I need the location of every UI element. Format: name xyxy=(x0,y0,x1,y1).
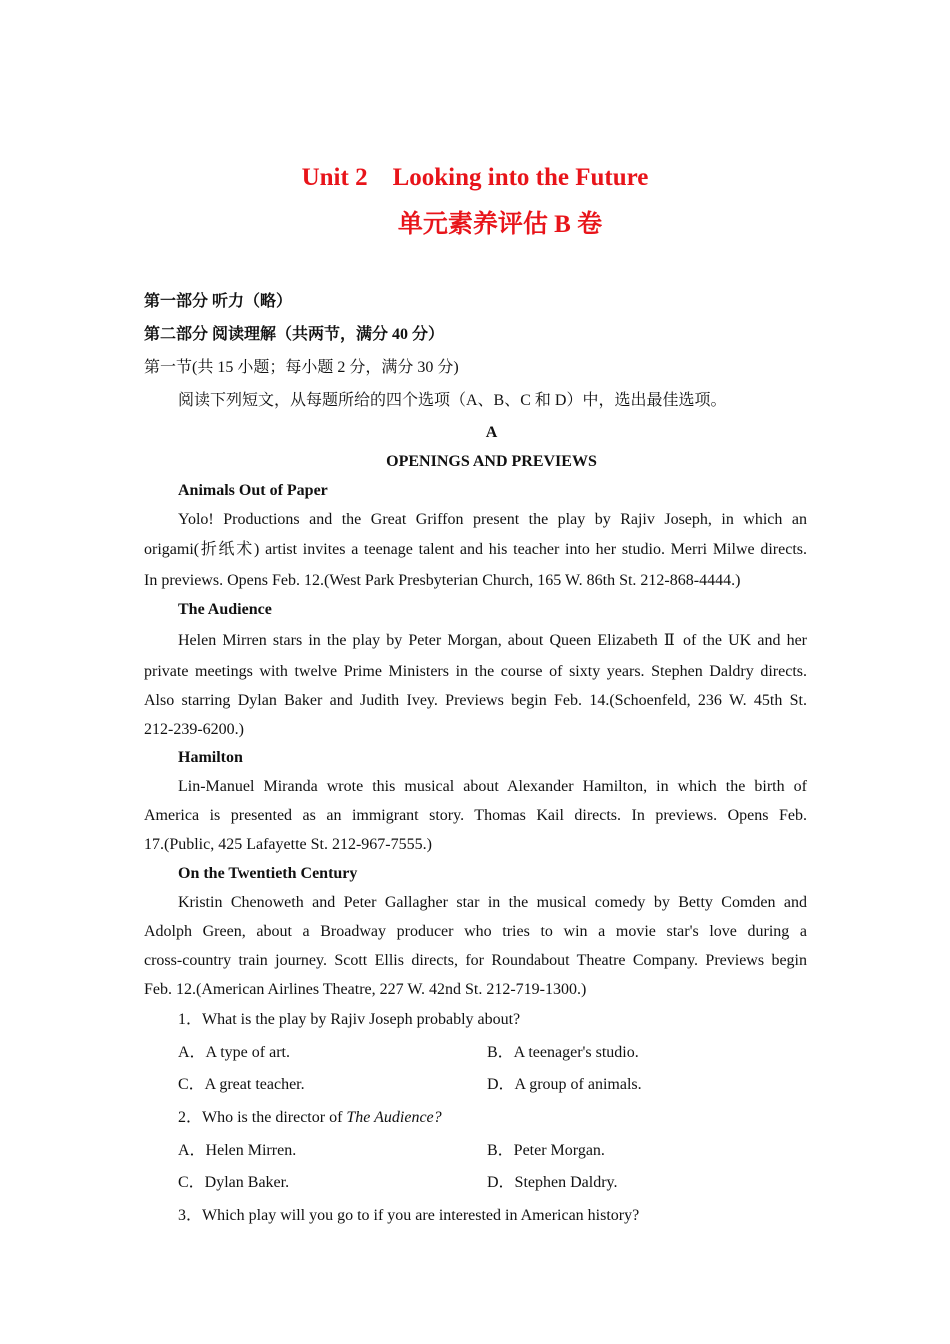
option-d[interactable]: D．A group of animals. xyxy=(487,1076,642,1093)
item-line: private meetings with twelve Prime Ministers in the course of sixty years. Stephen Daldry directs. xyxy=(144,663,807,680)
option-b[interactable]: B．A teenager's studio. xyxy=(487,1044,639,1061)
option-b[interactable]: B．Peter Morgan. xyxy=(487,1142,605,1159)
item-line: Adolph Green, about a Broadway producer who tries to win a movie star's love during a xyxy=(144,923,807,940)
item-title: Animals Out of Paper xyxy=(178,482,328,499)
section1-heading: 第一节(共 15 小题；每小题 2 分，满分 30 分) xyxy=(144,359,459,376)
item-line: America is presented as an immigrant story. Thomas Kail directs. In previews. Opens Feb. xyxy=(144,807,807,824)
option-c[interactable]: C．A great teacher. xyxy=(178,1076,305,1093)
passage-heading: OPENINGS AND PREVIEWS xyxy=(386,453,597,470)
item-line: Lin-Manuel Miranda wrote this musical about Alexander Hamilton, in which the birth of xyxy=(178,778,807,795)
option-a[interactable]: A．A type of art. xyxy=(178,1044,290,1061)
question-stem: 3．Which play will you go to if you are interested in American history? xyxy=(178,1207,640,1224)
instruction-text: 阅读下列短文，从每题所给的四个选项（A、B、C 和 D）中，选出最佳选项。 xyxy=(178,392,727,409)
option-a[interactable]: A．Helen Mirren. xyxy=(178,1142,297,1159)
item-line: Yolo! Productions and the Great Griffon present the play by Rajiv Joseph, in which an xyxy=(178,511,807,528)
item-line: Also starring Dylan Baker and Judith Ivey. Previews begin Feb. 14.(Schoenfeld, 236 W. 45th St. xyxy=(144,692,807,709)
item-line: 212-239-6200.) xyxy=(144,721,244,738)
item-line: Kristin Chenoweth and Peter Gallagher star in the musical comedy by Betty Comden and xyxy=(178,894,807,911)
item-line: Feb. 12.(American Airlines Theatre, 227 W. 42nd St. 212-719-1300.) xyxy=(144,981,587,998)
item-line: cross-country train journey. Scott Ellis directs, for Roundabout Theatre Company. Previews begin xyxy=(144,952,807,969)
part1-heading: 第一部分 听力（略） xyxy=(144,293,293,310)
item-line: In previews. Opens Feb. 12.(West Park Presbyterian Church, 165 W. 86th St. 212-868-4444.) xyxy=(144,572,741,589)
item-title: Hamilton xyxy=(178,749,243,766)
item-title: On the Twentieth Century xyxy=(178,865,358,882)
item-title: The Audience xyxy=(178,601,272,618)
part2-heading: 第二部分 阅读理解（共两节，满分 40 分） xyxy=(144,326,445,343)
question-stem: 1．What is the play by Rajiv Joseph probably about? xyxy=(178,1011,521,1028)
option-d[interactable]: D．Stephen Daldry. xyxy=(487,1174,618,1191)
passage-label: A xyxy=(485,424,498,441)
question-stem xyxy=(178,1108,442,1128)
paper-subtitle: 单元素养评估 B 卷 xyxy=(397,211,603,238)
item-line: origami(折纸术) artist invites a teenage talent and his teacher into her studio. Merri Milwe directs. xyxy=(144,541,807,558)
item-line: Helen Mirren stars in the play by Peter Morgan, about Queen Elizabeth Ⅱ of the UK and her xyxy=(178,632,807,649)
option-c[interactable]: C．Dylan Baker. xyxy=(178,1174,290,1191)
question-stem-title: The Audience? xyxy=(346,1109,442,1126)
question-stem-text: 2．Who is the director of xyxy=(178,1109,347,1126)
unit-title: Unit 2 Looking into the Future xyxy=(301,164,649,191)
item-line: 17.(Public, 425 Lafayette St. 212-967-7555.) xyxy=(144,836,432,853)
